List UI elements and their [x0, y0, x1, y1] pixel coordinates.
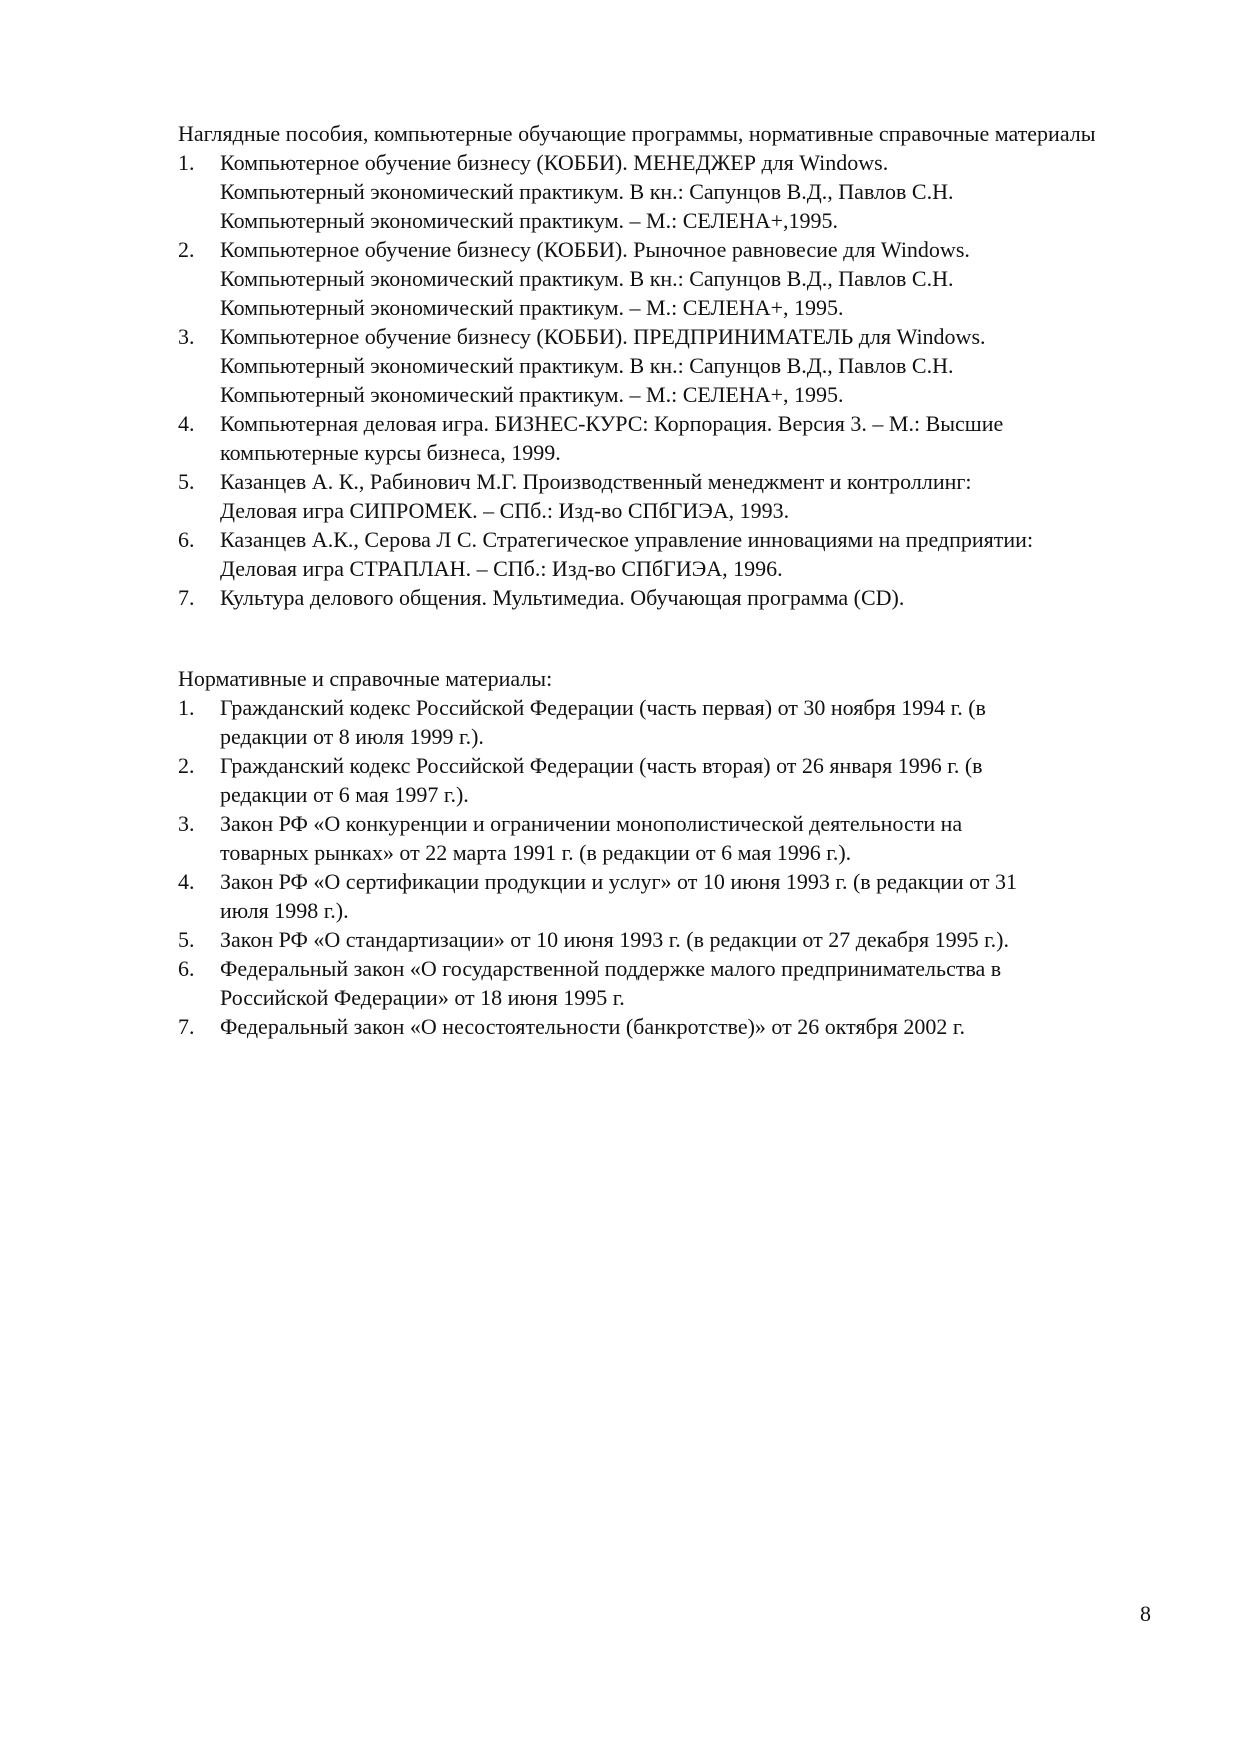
item-line: Казанцев А.К., Серова Л С. Стратегическое управление инновациями на предприятии: — [220, 527, 1034, 552]
list-item — [178, 954, 1152, 1012]
item-line: компьютерные курсы бизнеса, 1999. — [220, 440, 561, 465]
list-item — [178, 467, 1152, 525]
list-item — [178, 235, 1152, 322]
item-number: 2. — [178, 237, 195, 262]
item-line: редакции от 6 мая 1997 г.). — [220, 782, 469, 807]
item-number: 5. — [178, 927, 195, 952]
item-number: 3. — [178, 324, 195, 349]
item-line: Гражданский кодекс Российской Федерации (часть вторая) от 26 января 1996 г. (в — [220, 753, 983, 778]
item-line: Компьютерное обучение бизнесу (КОББИ). МЕНЕДЖЕР для Windows. — [220, 150, 889, 175]
item-line: Компьютерный экономический практикум. В кн.: Сапунцов В.Д., Павлов С.Н. — [220, 179, 954, 204]
item-line: Компьютерный экономический практикум. – М.: СЕЛЕНА+, 1995. — [220, 295, 844, 320]
list-item — [178, 867, 1152, 925]
item-number: 2. — [178, 753, 195, 778]
item-line: Деловая игра СИПРОМЕК. – СПб.: Изд-во СПбГИЭА, 1993. — [220, 498, 790, 523]
list-item — [178, 1012, 1152, 1041]
item-line: Казанцев А. К., Рабинович М.Г. Производственный менеджмент и контроллинг: — [220, 469, 972, 494]
item-line: товарных рынках» от 22 марта 1991 г. (в редакции от 6 мая 1996 г.). — [220, 840, 852, 865]
section-heading: Нормативные и справочные материалы: — [178, 666, 553, 691]
item-line: Культура делового общения. Мультимедиа. Обучающая программа (CD). — [220, 585, 905, 610]
section-normative-materials — [178, 664, 1152, 1041]
item-line: редакции от 8 июля 1999 г.). — [220, 724, 484, 749]
list-item — [178, 148, 1152, 235]
item-line: Компьютерный экономический практикум. В кн.: Сапунцов В.Д., Павлов С.Н. — [220, 353, 954, 378]
list-item — [178, 583, 1152, 612]
item-number: 6. — [178, 956, 195, 981]
item-line: июля 1998 г.). — [220, 898, 349, 923]
item-line: Компьютерный экономический практикум. – М.: СЕЛЕНА+, 1995. — [220, 382, 844, 407]
item-number: 4. — [178, 869, 195, 894]
item-line: Компьютерная деловая игра. БИЗНЕС-КУРС: Корпорация. Версия 3. – М.: Высшие — [220, 411, 1004, 436]
item-line: Компьютерное обучение бизнесу (КОББИ). Рыночное равновесие для Windows. — [220, 237, 970, 262]
item-number: 1. — [178, 695, 195, 720]
page-number: 8 — [1140, 1601, 1151, 1626]
list-item — [178, 322, 1152, 409]
item-line: Гражданский кодекс Российской Федерации (часть первая) от 30 ноября 1994 г. (в — [220, 695, 986, 720]
item-line: Компьютерный экономический практикум. В кн.: Сапунцов В.Д., Павлов С.Н. — [220, 266, 954, 291]
item-line: Российской Федерации» от 18 июня 1995 г. — [220, 985, 625, 1010]
item-number: 1. — [178, 150, 195, 175]
reference-list — [178, 148, 1152, 612]
item-number: 4. — [178, 411, 195, 436]
item-line: Закон РФ «О конкуренции и ограничении монополистической деятельности на — [220, 811, 963, 836]
item-number: 3. — [178, 811, 195, 836]
section-heading: Наглядные пособия, компьютерные обучающие программы, нормативные справочные материалы — [178, 121, 1096, 146]
item-line: Деловая игра СТРАПЛАН. – СПб.: Изд-во СПбГИЭА, 1996. — [220, 556, 783, 581]
item-line: Закон РФ «О сертификации продукции и услуг» от 10 июня 1993 г. (в редакции от 31 — [220, 869, 1017, 894]
list-item — [178, 525, 1152, 583]
item-number: 7. — [178, 585, 195, 610]
reference-list — [178, 693, 1152, 1041]
item-line: Закон РФ «О стандартизации» от 10 июня 1993 г. (в редакции от 27 декабря 1995 г.). — [220, 927, 1009, 952]
list-item — [178, 809, 1152, 867]
item-number: 5. — [178, 469, 195, 494]
list-item — [178, 409, 1152, 467]
item-line: Федеральный закон «О несостоятельности (банкротстве)» от 26 октября 2002 г. — [220, 1014, 965, 1039]
item-line: Компьютерное обучение бизнесу (КОББИ). ПРЕДПРИНИМАТЕЛЬ для Windows. — [220, 324, 986, 349]
list-item — [178, 925, 1152, 954]
list-item — [178, 751, 1152, 809]
list-item — [178, 693, 1152, 751]
item-number: 7. — [178, 1014, 195, 1039]
item-number: 6. — [178, 527, 195, 552]
section-visual-aids — [178, 119, 1152, 612]
item-line: Федеральный закон «О государственной поддержке малого предпринимательства в — [220, 956, 1002, 981]
item-line: Компьютерный экономический практикум. – М.: СЕЛЕНА+,1995. — [220, 208, 839, 233]
